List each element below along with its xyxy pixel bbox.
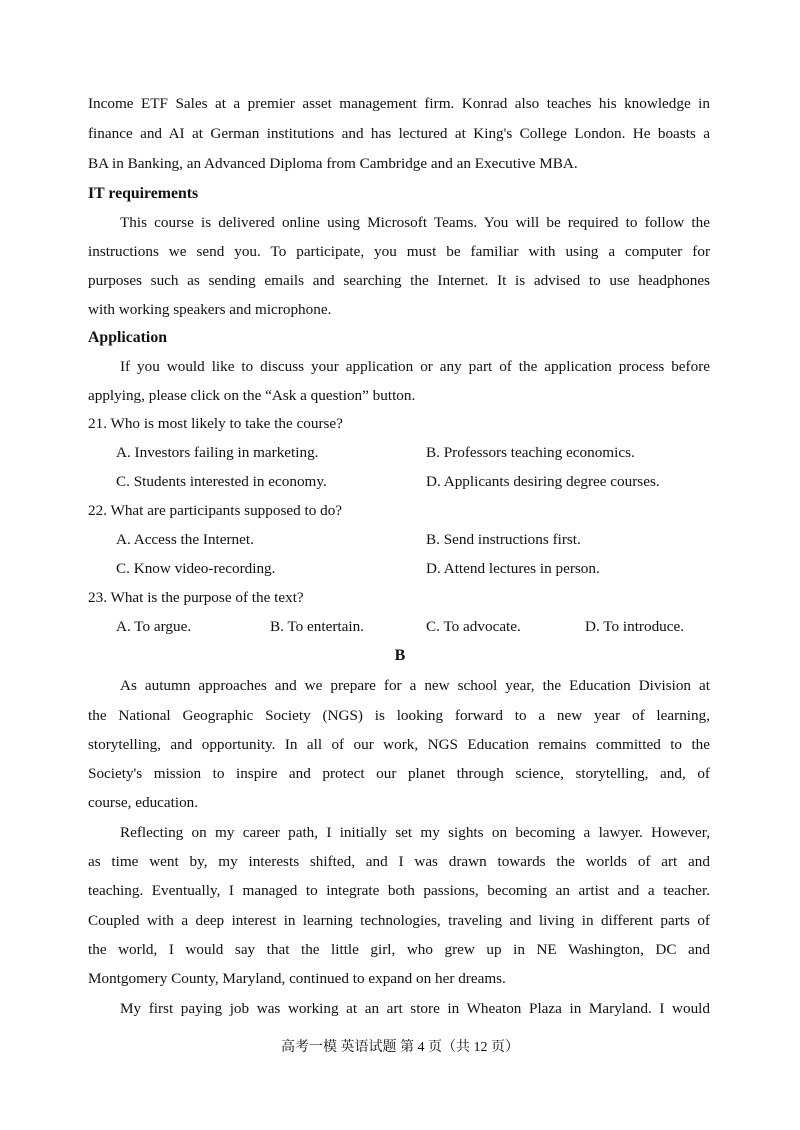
question-21-option-a: A. Investors failing in marketing. [116,444,319,461]
section-b-p1-line-3: storytelling, and opportunity. In all of our work, NGS Education remains committed to the [88,736,710,753]
question-22-option-a: A. Access the Internet. [116,531,254,548]
bio-line-3: BA in Banking, an Advanced Diploma from Cambridge and an Executive MBA. [88,155,578,172]
it-requirements-heading: IT requirements [88,185,199,202]
question-21-option-d: D. Applicants desiring degree courses. [426,473,660,490]
it-line-3: purposes such as sending emails and searching the Internet. It is advised to use headphones [88,272,710,289]
page-footer: 高考一模 英语试题 第 4 页（共 12 页） [281,1040,519,1055]
question-21-stem: 21. Who is most likely to take the course? [88,415,343,432]
section-b-p1-line-2: the National Geographic Society (NGS) is looking forward to a new year of learning, [88,707,710,724]
question-23-option-d: D. To introduce. [585,618,685,635]
question-23-option-c: C. To advocate. [426,618,521,635]
question-23-option-a: A. To argue. [116,618,192,635]
question-22-option-d: D. Attend lectures in person. [426,560,600,577]
section-b-p2-line-3: teaching. Eventually, I managed to integrate both passions, becoming an artist and a teacher. [88,882,710,899]
section-b-p3-line-1: My first paying job was working at an art store in Wheaton Plaza in Maryland. I would [120,1000,710,1017]
section-b-p2-line-1: Reflecting on my career path, I initially set my sights on becoming a lawyer. However, [120,824,710,841]
section-b-p1-line-4: Society's mission to inspire and protect our planet through science, storytelling, and, of [88,765,710,782]
it-line-2: instructions we send you. To participate, you must be familiar with using a computer for [88,243,710,260]
section-b-p1-line-5: course, education. [88,794,199,811]
application-line-2: applying, please click on the “Ask a question” button. [88,387,416,404]
it-line-1: This course is delivered online using Microsoft Teams. You will be required to follow the [120,214,710,231]
section-b-p2-line-5: the world, I would say that the little girl, who grew up in NE Washington, DC and [88,941,710,958]
section-b-p2-line-2: as time went by, my interests shifted, and I was drawn towards the worlds of art and [88,853,710,870]
section-b-p1-line-1: As autumn approaches and we prepare for a new school year, the Education Division at [120,677,710,694]
question-23-option-b: B. To entertain. [270,618,364,635]
question-21-option-b: B. Professors teaching economics. [426,444,635,461]
question-21-option-c: C. Students interested in economy. [116,473,327,490]
section-b-p2-line-6: Montgomery County, Maryland, continued to expand on her dreams. [88,970,506,987]
application-line-1: If you would like to discuss your application or any part of the application process before [120,358,710,375]
question-22-stem: 22. What are participants supposed to do? [88,502,343,519]
question-22-option-c: C. Know video-recording. [116,560,276,577]
question-23-stem: 23. What is the purpose of the text? [88,589,304,606]
section-b-p2-line-4: Coupled with a deep interest in learning technologies, traveling and living in different parts of [88,912,710,929]
it-line-4: with working speakers and microphone. [88,301,332,318]
question-22-option-b: B. Send instructions first. [426,531,581,548]
bio-line-2: finance and AI at German institutions and has lectured at King's College London. He boasts a [88,125,710,142]
bio-line-1: Income ETF Sales at a premier asset management firm. Konrad also teaches his knowledge in [88,95,710,112]
section-b-label: B [394,647,406,664]
application-heading: Application [88,329,167,346]
